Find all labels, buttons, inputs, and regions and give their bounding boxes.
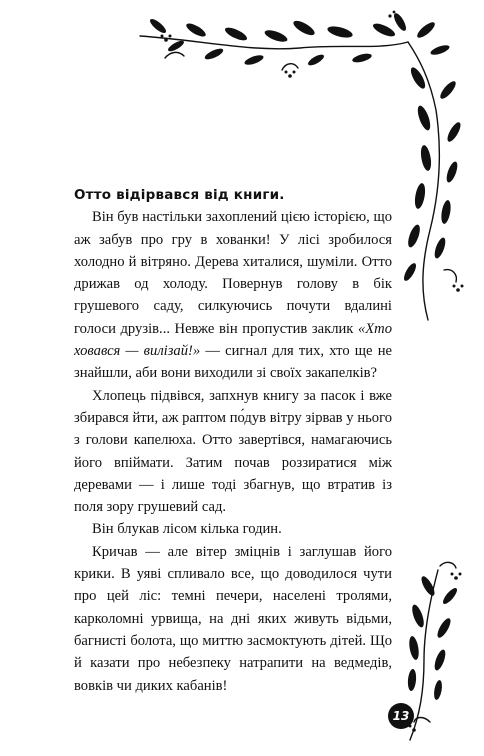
paragraph-3: Він блукав лісом кілька годин. bbox=[92, 521, 282, 538]
paragraph-2: Хлопець підвівся, запхнув книгу за пасок і вже збирався йти, аж раптом по́дув вітру зірвав у нього з голови капелюха. Отто завертівся, намагаючись його впіймати. Затим почав роззиратися між деревами — і лише тоді збагнув, що втратив із поля зору грушевий сад. bbox=[74, 387, 392, 516]
page-number: 13 bbox=[388, 703, 414, 729]
main-text bbox=[74, 184, 392, 697]
paragraph-text: Він був настільки захоплений цією історією, що аж забув про гру в хованки! У лісі зробилося холодно й вітряно. Дерева хиталися, шуміли. Отто дрижав од холоду. Повернув голову в бік грушевого саду, силкуючись почути вдалині голоси друзів... Невже він пропустив заклик bbox=[74, 209, 392, 337]
section-heading: Отто відірвався від книги. bbox=[74, 187, 285, 203]
paragraph-quote: «Хто ховався — вилізай!» bbox=[74, 320, 392, 360]
paragraph-1 bbox=[74, 206, 392, 384]
paragraph-4: Кричав — але вітер зміцнів і заглушав його крики. В уяві спливало все, що доводилося чути про цей ліс: темні печери, населені тролями, карколомні урвища, на дні яких живуть відьми, багнисті болота, що миттю засмоктують дітей. Що й казати про небезпеку натрапити на ведмедів, вовків чи диких кабанів! bbox=[74, 543, 392, 694]
paragraph-tail: — сигнал для тих, хто ще не знайшли, аби вони виходили зі своїх закапелків? bbox=[74, 343, 392, 382]
